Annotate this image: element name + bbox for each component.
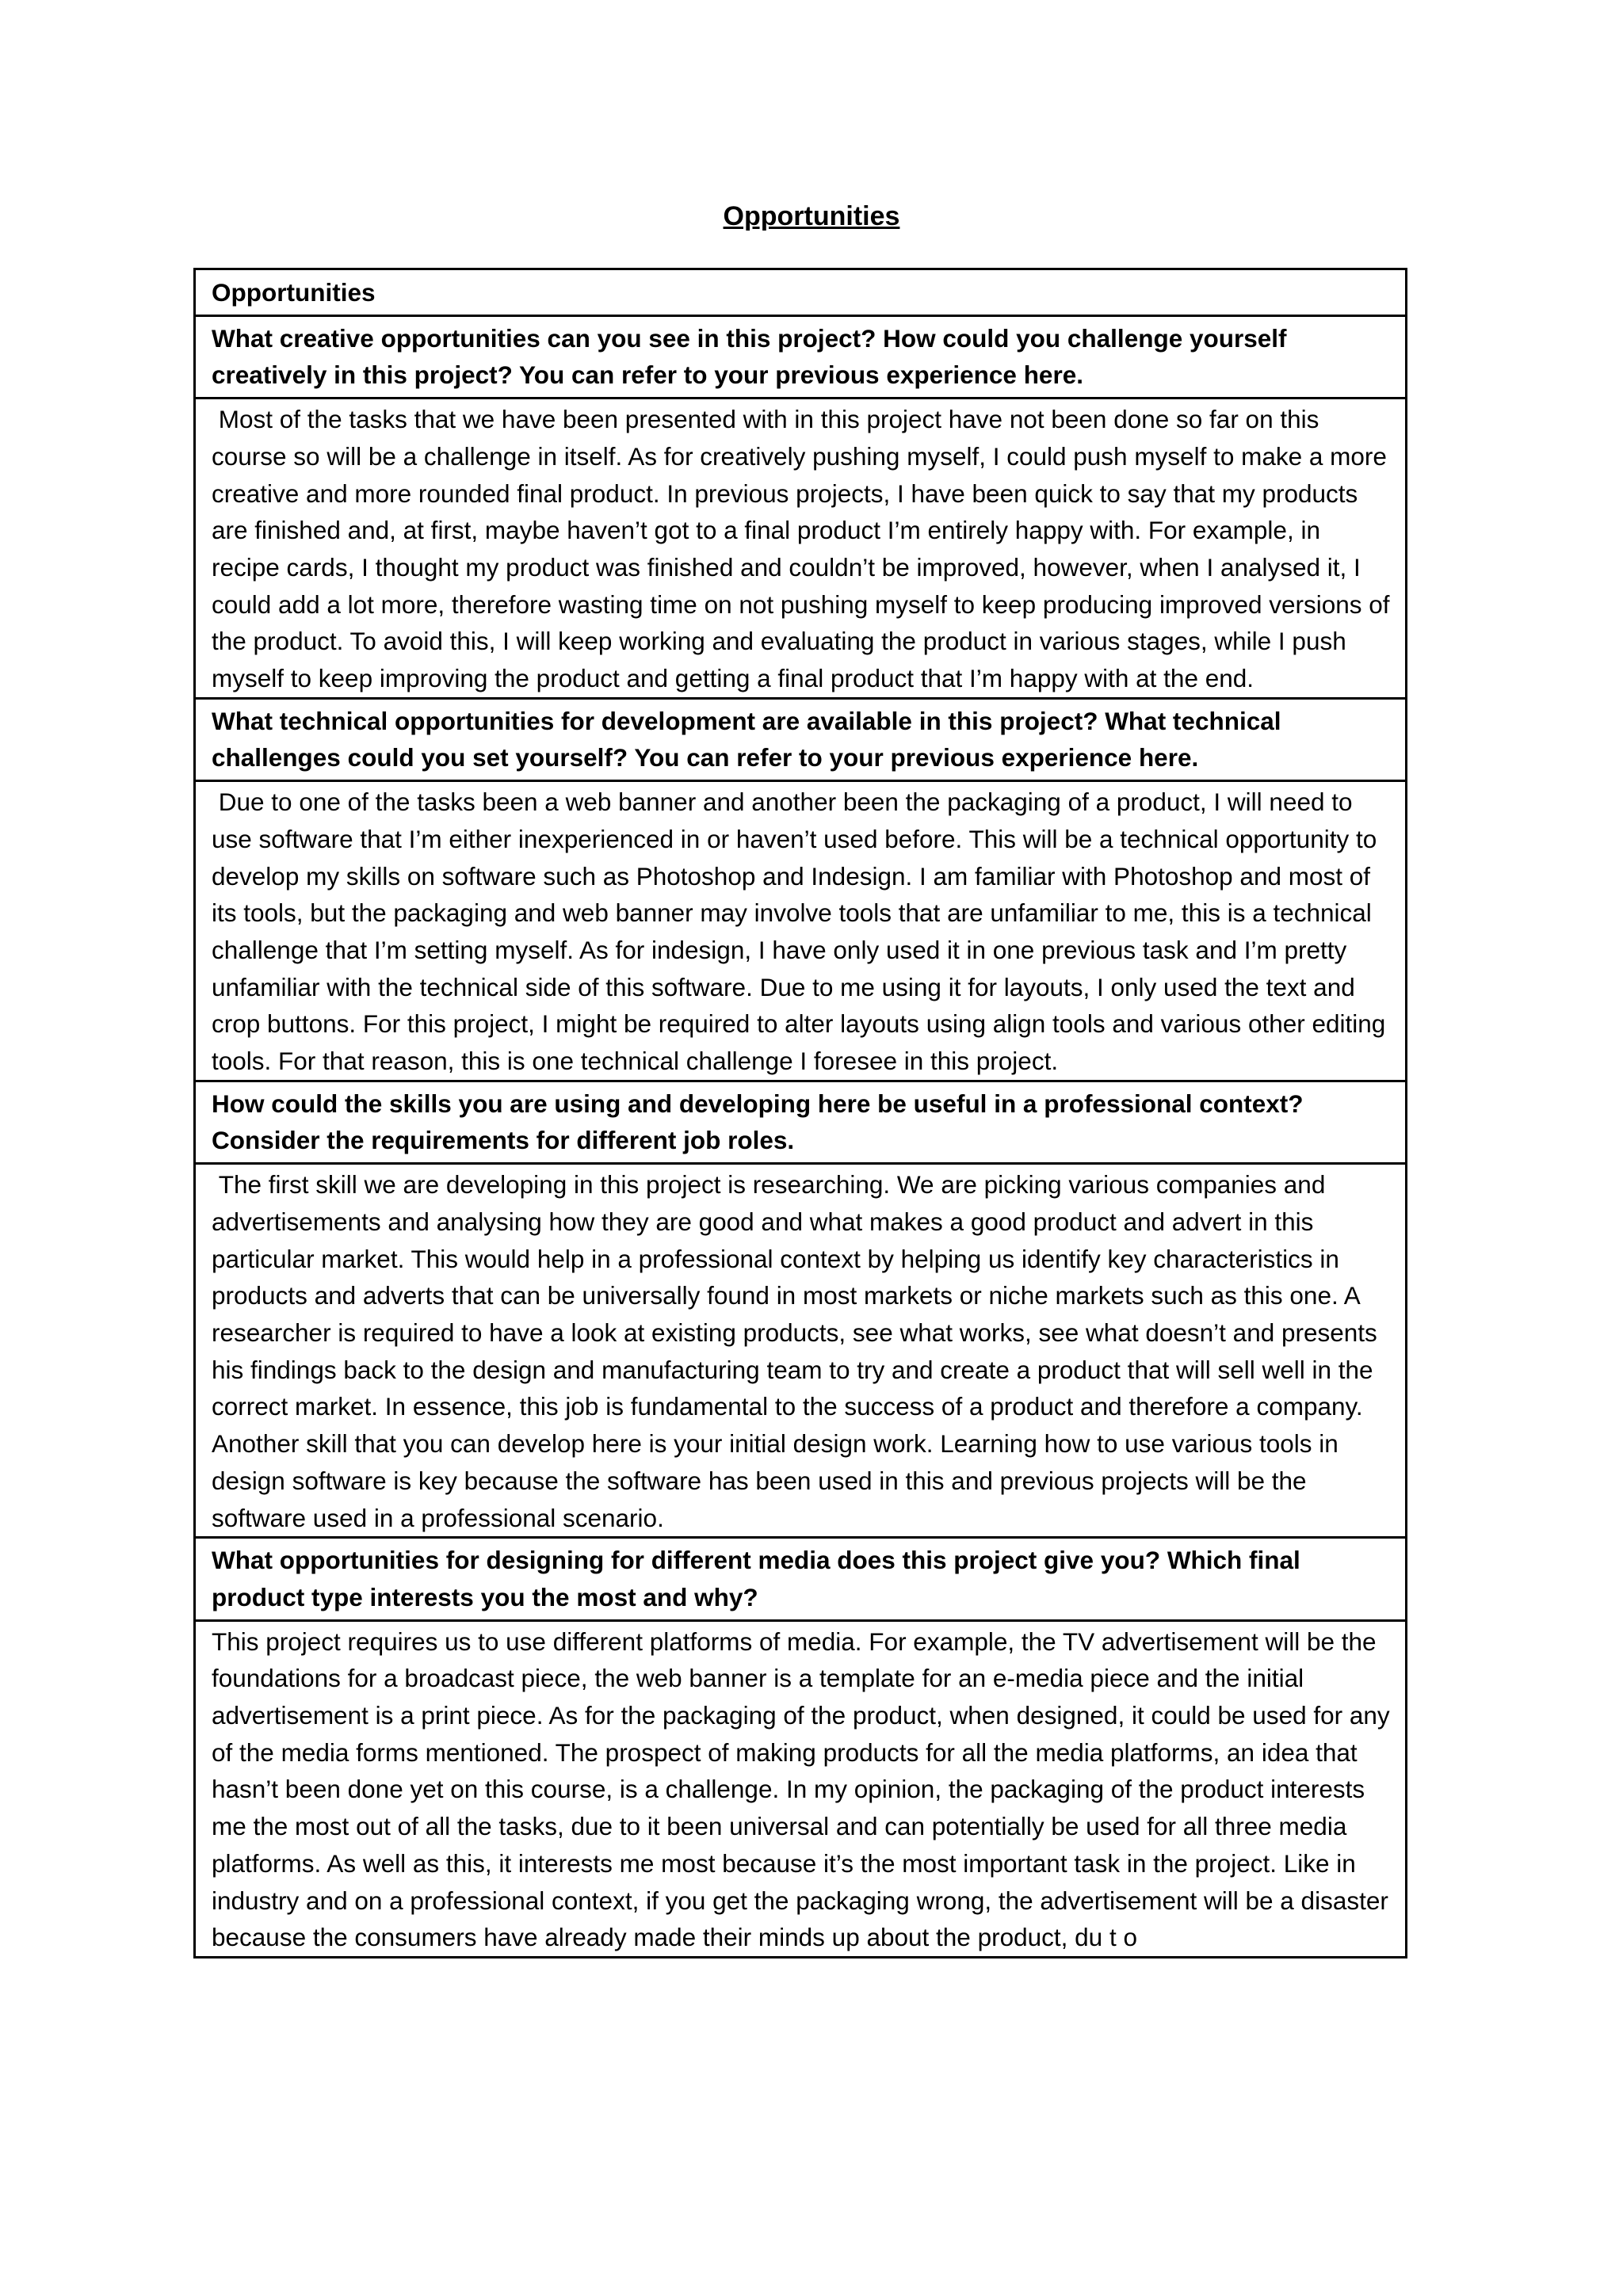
answer-row — [195, 399, 1407, 699]
answer-media: This project requires us to use different platforms of media. For example, the TV advertisement will be the foundations for a broadcast piece, the web banner is a template for an e-media piece and the initial advertisement is a print piece. As for the packaging of the product, when designed, it could be used for any of the media forms mentioned. The prospect of making products for all the media platforms, an idea that hasn’t been done yet on this course, is a challenge. In my opinion, the packaging of the product interests me the most out of all the tasks, due to it been universal and can potentially be used for all three media platforms. As well as this, it interests me most because it’s the most important task in the project. Like in industry and on a professional context, if you get the packaging wrong, the advertisement will be a disaster because the consumers have already made their minds up about the product, du t o — [195, 1620, 1407, 1957]
question-professional: How could the skills you are using and developing here be useful in a professional context? Consider the requirements for different job roles. — [195, 1081, 1407, 1163]
page-title: Opportunities — [723, 201, 900, 231]
question-row — [195, 1081, 1407, 1163]
answer-row — [195, 781, 1407, 1081]
opportunities-table — [193, 268, 1407, 1958]
answer-creative: Most of the tasks that we have been presented with in this project have not been done so far on this course so will be a challenge in itself. As for creatively pushing myself, I could push myself to make a more creative and more rounded final product. In previous projects, I have been quick to say that my products are finished and, at first, maybe haven’t got to a final product I’m entirely happy with. For example, in recipe cards, I thought my product was finished and couldn’t be improved, however, when I analysed it, I could add a lot more, therefore wasting time on not pushing myself to keep producing improved versions of the product. To avoid this, I will keep working and evaluating the product in various stages, while I push myself to keep improving the product and getting a final product that I’m happy with at the end. — [195, 399, 1407, 699]
answer-row — [195, 1620, 1407, 1957]
question-row — [195, 315, 1407, 398]
question-technical: What technical opportunities for development are available in this project? What technical challenges could you set yourself? You can refer to your previous experience here. — [195, 698, 1407, 780]
answer-row — [195, 1164, 1407, 1538]
question-creative: What creative opportunities can you see in this project? How could you challenge yourself creatively in this project? You can refer to your previous experience here. — [195, 315, 1407, 398]
question-media: What opportunities for designing for different media does this project give you? Which final product type interests you the most and why? — [195, 1538, 1407, 1620]
table-header: Opportunities — [195, 269, 1407, 316]
question-row — [195, 698, 1407, 780]
answer-technical: Due to one of the tasks been a web banner and another been the packaging of a product, I will need to use software that I’m either inexperienced in or haven’t used before. This will be a technical opportunity to develop my skills on software such as Photoshop and Indesign. I am familiar with Photoshop and most of its tools, but the packaging and web banner may involve tools that are unfamiliar to me, this is a technical challenge that I’m setting myself. As for indesign, I have only used it in one previous task and I’m pretty unfamiliar with the technical side of this software. Due to me using it for layouts, I only used the text and crop buttons. For this project, I might be required to alter layouts using align tools and various other editing tools. For that reason, this is one technical challenge I foresee in this project. — [195, 781, 1407, 1081]
question-row — [195, 1538, 1407, 1620]
table-header-row — [195, 269, 1407, 316]
answer-professional: The first skill we are developing in this project is researching. We are picking various companies and advertisements and analysing how they are good and what makes a good product and advert in this particular market. This would help in a professional context by helping us identify key characteristics in products and adverts that can be universally found in most markets or niche markets such as this one. A researcher is required to have a look at existing products, see what works, see what doesn’t and presents his findings back to the design and manufacturing team to try and create a product that will sell well in the correct market. In essence, this job is fundamental to the success of a product and therefore a company. Another skill that you can develop here is your initial design work. Learning how to use various tools in design software is key because the software has been used in this and previous projects will be the software used in a professional scenario. — [195, 1164, 1407, 1538]
